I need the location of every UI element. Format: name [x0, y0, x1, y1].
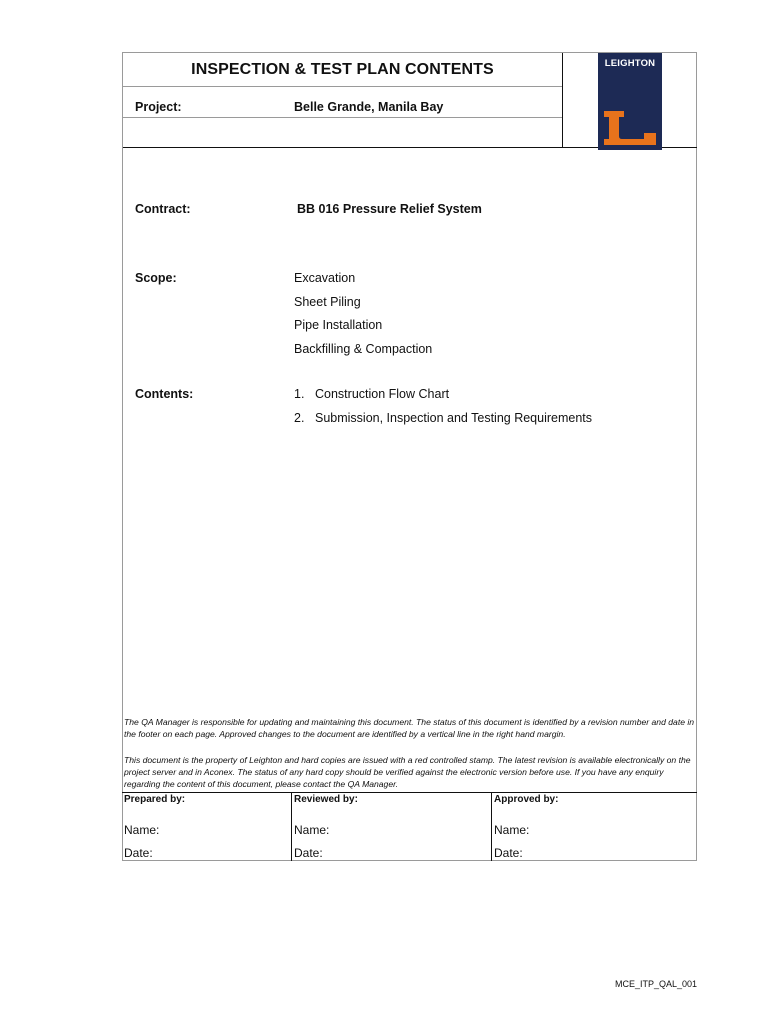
signoff-top-rule: [122, 792, 697, 793]
header-rule: [123, 117, 562, 118]
prepared-name-label: Name:: [124, 823, 160, 837]
project-label: Project:: [135, 100, 182, 114]
scope-item: Pipe Installation: [294, 318, 383, 332]
document-title: INSPECTION & TEST PLAN CONTENTS: [191, 60, 494, 78]
scope-label: Scope:: [135, 271, 177, 285]
logo-text: LEIGHTON: [604, 58, 656, 69]
signoff-column-divider: [491, 792, 492, 861]
contents-item-text: Construction Flow Chart: [315, 387, 450, 401]
leighton-l-icon: [602, 109, 658, 147]
scope-item: Excavation: [294, 271, 356, 285]
qa-manager-note: The QA Manager is responsible for updating and maintaining this document. The status of this document is identified by a revision number and date in the footer on each page. Approved changes to the document are identified by a vertical line in the right hand margin.: [124, 717, 695, 740]
property-note: This document is the property of Leighton and hard copies are issued with a red controlled stamp. The latest revision is available electronically on the project server and in Aconex. The status of any hard copy should be verified against the electronic version before use. If you have any enquiry regarding the content of this document, please contact the QA Manager.: [124, 755, 691, 790]
contract-value: BB 016 Pressure Relief System: [297, 202, 482, 216]
contents-item-number: 2.: [294, 411, 305, 425]
reviewed-date-label: Date:: [294, 846, 323, 860]
contract-label: Contract:: [135, 202, 191, 216]
contents-item-text: Submission, Inspection and Testing Requirements: [315, 411, 593, 425]
project-value: Belle Grande, Manila Bay: [294, 100, 444, 114]
contents-label: Contents:: [135, 387, 194, 401]
approved-date-label: Date:: [494, 846, 523, 860]
company-logo: [598, 53, 662, 150]
contents-item-number: 1.: [294, 387, 305, 401]
contents-item: [294, 387, 449, 401]
scope-item: Backfilling & Compaction: [294, 342, 433, 356]
header-divider: [562, 53, 563, 147]
scope-item: Sheet Piling: [294, 295, 361, 309]
prepared-date-label: Date:: [124, 846, 153, 860]
reviewed-name-label: Name:: [294, 823, 330, 837]
contents-item: [294, 411, 592, 425]
document-code: MCE_ITP_QAL_001: [615, 979, 698, 989]
approved-name-label: Name:: [494, 823, 530, 837]
header-rule: [123, 86, 562, 87]
signoff-column-divider: [291, 792, 292, 861]
reviewed-by-header: Reviewed by:: [294, 794, 358, 805]
prepared-by-header: Prepared by:: [124, 794, 186, 805]
approved-by-header: Approved by:: [494, 794, 559, 805]
